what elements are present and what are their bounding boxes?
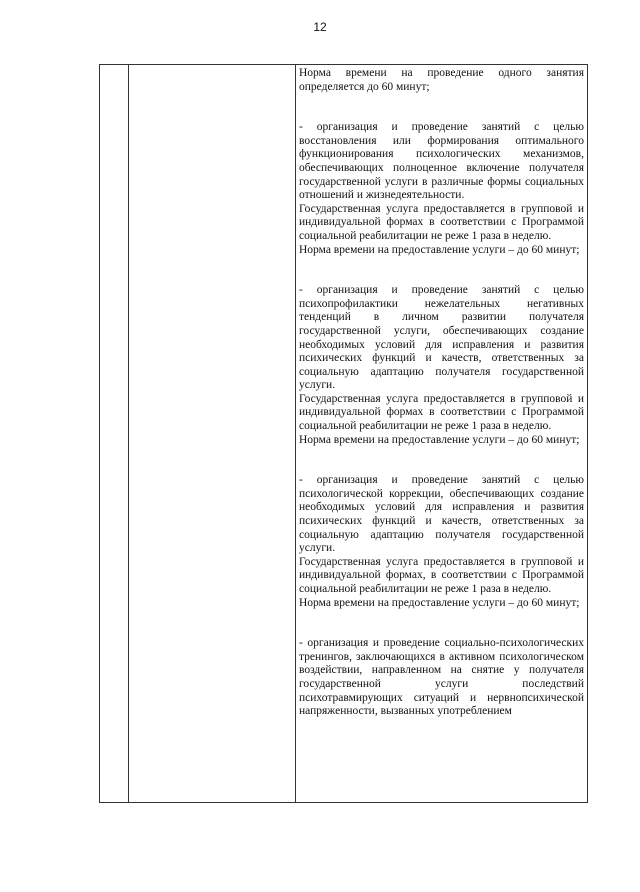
paragraph: Норма времени на проведение одного занятия определяется до 60 минут; xyxy=(299,67,584,93)
table-row xyxy=(100,65,588,803)
paragraph-gap xyxy=(299,257,584,284)
paragraph: Норма времени на предоставление услуги – до 60 минут; xyxy=(299,433,580,446)
paragraph-gap xyxy=(299,447,584,474)
paragraph-gap xyxy=(299,610,584,637)
table-cell-description xyxy=(296,65,588,803)
table-cell-number xyxy=(100,65,129,803)
paragraph: - организация и проведение занятий с целью психопрофилактики нежелательных негативных тенденций в личном развитии получателя государственной услуги, обеспечивающих создание необходимых условий для исправления и развития психических функций и качеств, ответственных за социальную адаптацию получателя государственной услуги. xyxy=(299,284,584,392)
paragraph: Норма времени на предоставление услуги – до 60 минут; xyxy=(299,243,580,256)
paragraph: - организация и проведение занятий с целью психологической коррекции, обеспечивающих создание необходимых условий для исправления и развития психических функций и качеств, ответственных за социальную адаптацию получателя государственной услуги. xyxy=(299,474,584,555)
table-cell-service-name xyxy=(129,65,296,803)
paragraph: Норма времени на предоставление услуги – до 60 минут; xyxy=(299,596,580,609)
page-number: 12 xyxy=(313,20,327,34)
service-table xyxy=(99,64,588,803)
paragraph: Государственная услуга предоставляется в групповой и индивидуальной формах, в соответствии с Программой социальной реабилитации не реже 1 раза в неделю. xyxy=(299,555,584,595)
paragraph: Государственная услуга предоставляется в групповой и индивидуальной формах в соответствии с Программой социальной реабилитации не реже 1 раза в неделю. xyxy=(299,202,584,242)
description-text xyxy=(299,65,584,802)
paragraph-gap xyxy=(299,94,584,121)
paragraph: - организация и проведение социально-психологических тренингов, заключающихся в активном психологическом воздействии, направленном на снятие у получателя государственной услуги последствий психотравмирующих ситуаций и нервнопсихической напряженности, вызванных употреблением xyxy=(299,637,584,718)
paragraph: - организация и проведение занятий с целью восстановления или формирования оптимального функционирования психологических механизмов, обеспечивающих полноценное включение получателя государственной услуги в различные формы социальных отношений и жизнедеятельности. xyxy=(299,121,584,202)
paragraph: Государственная услуга предоставляется в групповой и индивидуальной формах в соответствии с Программой социальной реабилитации не реже 1 раза в неделю. xyxy=(299,392,584,433)
